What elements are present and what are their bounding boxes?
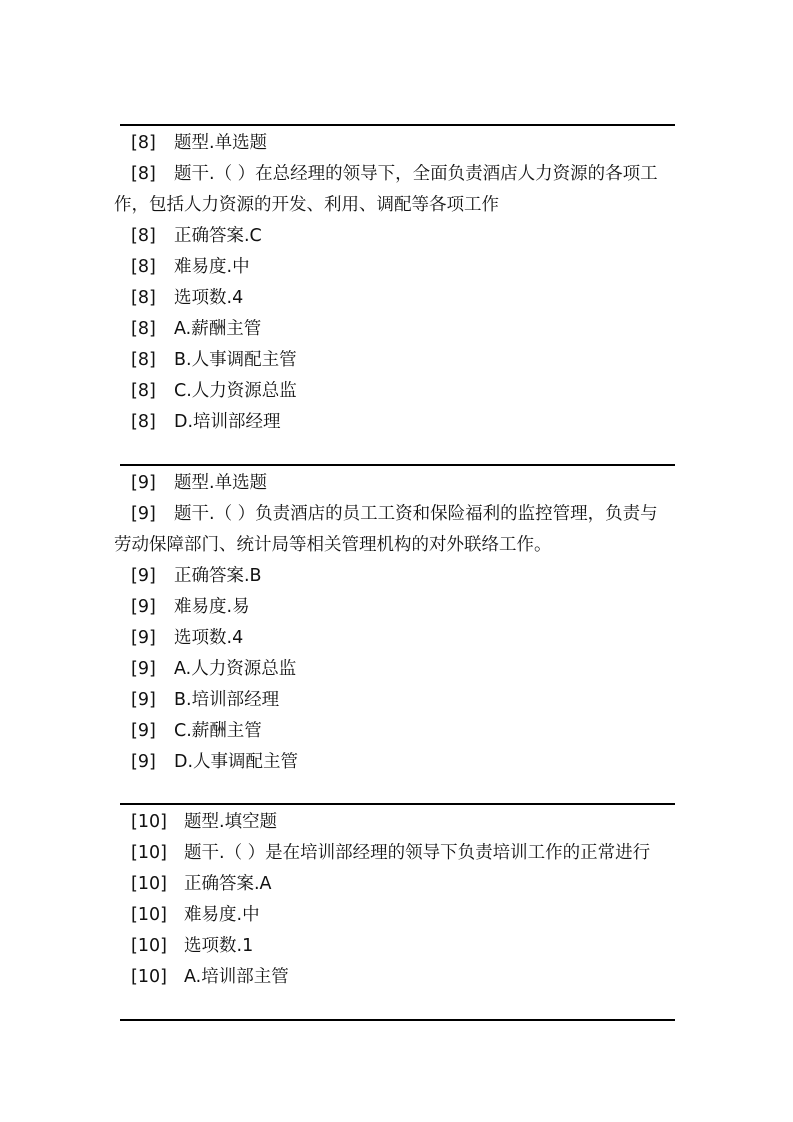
question-number: [10] (131, 905, 167, 925)
question-number: [8] (131, 257, 156, 277)
option-count: 选项数.1 (184, 936, 254, 956)
question-type: 题型.单选题 (174, 473, 268, 493)
question-stem-line: 题干.（ ）在总经理的领导下，全面负责酒店人力资源的各项工 (174, 164, 658, 184)
section-divider (120, 1019, 675, 1021)
question-stem-line: 题干.（ ）负责酒店的员工工资和保险福利的监控管理，负责与 (174, 504, 658, 524)
question-type: 题型.单选题 (174, 133, 268, 153)
question-number: [9] (131, 504, 156, 524)
correct-answer: 正确答案.C (174, 226, 262, 246)
answer-line (120, 221, 675, 252)
question-number: [9] (131, 752, 156, 772)
option-line (120, 747, 675, 778)
section-divider (120, 124, 675, 126)
option-line (120, 685, 675, 716)
option-line (120, 314, 675, 345)
question-number: [9] (131, 597, 156, 617)
difficulty-line (120, 252, 675, 283)
question-type: 题型.填空题 (184, 812, 278, 832)
option-count-line (120, 283, 675, 314)
option-line (120, 376, 675, 407)
question-stem-line: 题干.（ ）是在培训部经理的领导下负责培训工作的正常进行 (184, 843, 651, 863)
option-d: D.人事调配主管 (174, 752, 299, 772)
difficulty: 难易度.中 (174, 257, 250, 277)
option-line (120, 345, 675, 376)
question-number: [8] (131, 350, 156, 370)
option-line (120, 407, 675, 438)
option-count: 选项数.4 (174, 628, 244, 648)
option-line (120, 962, 675, 993)
option-line (120, 716, 675, 747)
difficulty: 难易度.中 (184, 905, 260, 925)
option-count: 选项数.4 (174, 288, 244, 308)
correct-answer: 正确答案.B (174, 566, 262, 586)
question-number: [8] (131, 288, 156, 308)
question-block-8 (114, 128, 675, 438)
question-number: [8] (131, 381, 156, 401)
question-number: [9] (131, 473, 156, 493)
option-c: C.薪酬主管 (174, 721, 262, 741)
question-number: [9] (131, 690, 156, 710)
question-number: [8] (131, 412, 156, 432)
section-divider (120, 803, 675, 805)
question-number: [8] (131, 164, 156, 184)
option-b: B.培训部经理 (174, 690, 280, 710)
question-block-9 (114, 468, 675, 778)
option-d: D.培训部经理 (174, 412, 281, 432)
question-type-line (120, 807, 675, 838)
section-divider (120, 464, 675, 466)
difficulty: 难易度.易 (174, 597, 250, 617)
question-number: [9] (131, 659, 156, 679)
question-number: [10] (131, 967, 167, 987)
question-number: [10] (131, 874, 167, 894)
option-b: B.人事调配主管 (174, 350, 297, 370)
question-block-10 (120, 807, 675, 993)
difficulty-line (120, 592, 675, 623)
answer-line (120, 561, 675, 592)
option-c: C.人力资源总监 (174, 381, 297, 401)
question-type-line (120, 468, 675, 499)
question-stem-continuation: 作，包括人力资源的开发、利用、调配等各项工作 (114, 195, 499, 215)
question-number: [9] (131, 566, 156, 586)
question-stem-continuation: 劳动保障部门、统计局等相关管理机构的对外联络工作。 (114, 535, 552, 555)
option-line (120, 654, 675, 685)
question-number: [10] (131, 936, 167, 956)
question-number: [8] (131, 133, 156, 153)
question-stem (114, 159, 675, 221)
option-a: A.人力资源总监 (174, 659, 297, 679)
question-stem (114, 499, 675, 561)
question-number: [8] (131, 319, 156, 339)
answer-line (120, 869, 675, 900)
option-count-line (120, 623, 675, 654)
difficulty-line (120, 900, 675, 931)
question-number: [9] (131, 628, 156, 648)
question-number: [10] (131, 812, 167, 832)
option-count-line (120, 931, 675, 962)
question-number: [10] (131, 843, 167, 863)
option-a: A.薪酬主管 (174, 319, 262, 339)
question-number: [8] (131, 226, 156, 246)
question-stem (120, 838, 675, 869)
question-type-line (120, 128, 675, 159)
correct-answer: 正确答案.A (184, 874, 272, 894)
question-number: [9] (131, 721, 156, 741)
option-a: A.培训部主管 (184, 967, 289, 987)
